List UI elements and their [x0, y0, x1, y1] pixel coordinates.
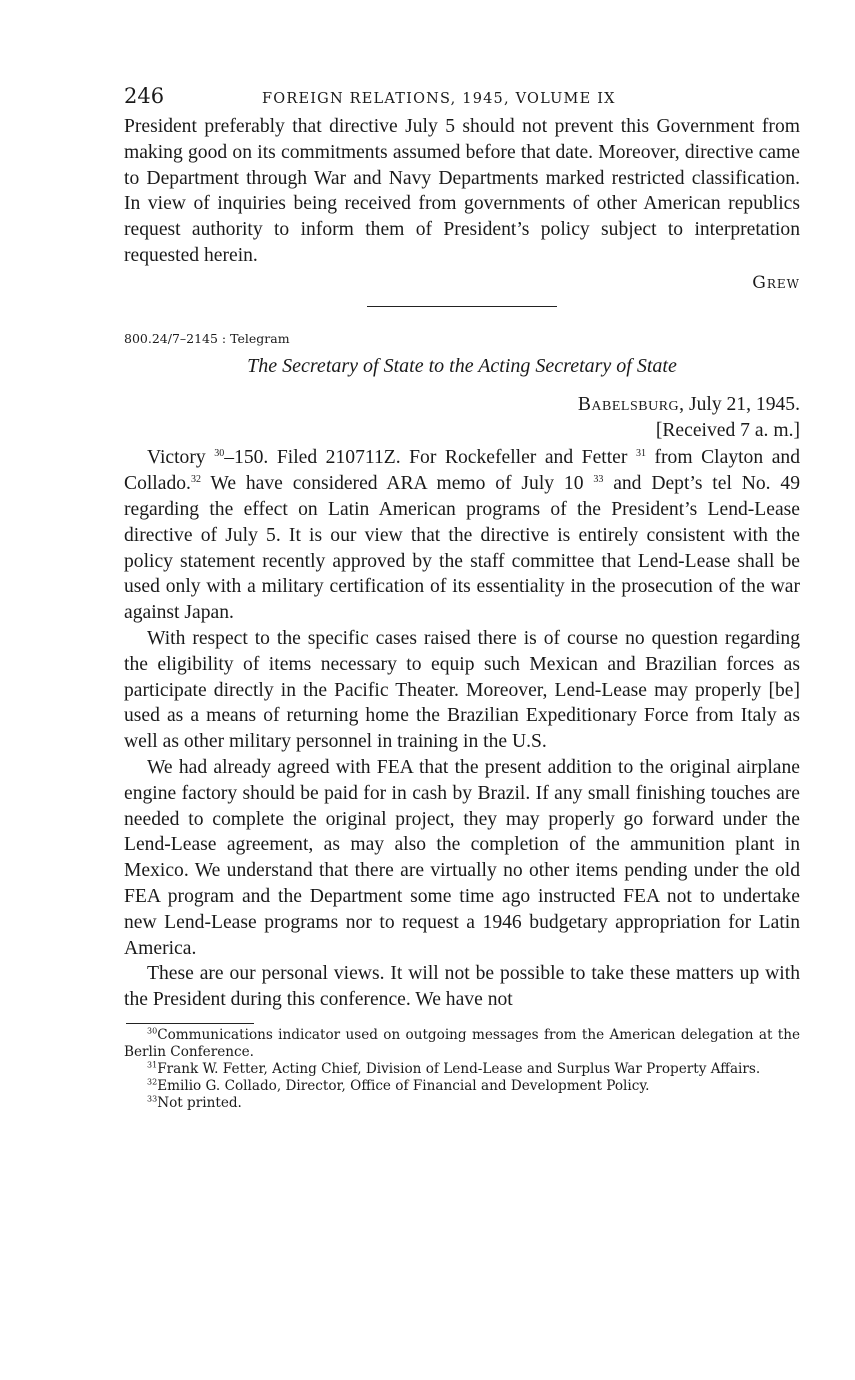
footnotes [124, 1027, 800, 1112]
footnote-mark: 30 [147, 1026, 158, 1036]
file-number: 800.24/7–2145 : Telegram [124, 330, 290, 346]
paragraph-2: With respect to the specific cases raised there is of course no question regarding the eligibility of items necessary to equip such Mexican and Brazilian forces as participate directly in the Pacific Theater. Moreover, Lend-Lease may properly [be] used as a means of returning home the Brazilian Expeditionary Force from Italy as well as other military personnel in training in the U.S. [124, 627, 800, 753]
footnote-text: Not printed. [157, 1094, 242, 1111]
dateline-date: , July 21, 1945. [679, 393, 800, 415]
dateline [124, 392, 800, 444]
footnote-text: Frank W. Fetter, Acting Chief, Division of Lend-Lease and Surplus War Property Affairs. [157, 1060, 761, 1077]
document-title: The Secretary of State to the Acting Secretary of State [247, 354, 677, 377]
p1-part-d: We have considered ARA memo of July 10 [200, 473, 584, 495]
footnote-text: Emilio G. Collado, Director, Office of Financial and Development Policy. [157, 1077, 650, 1094]
running-title: FOREIGN RELATIONS, 1945, VOLUME IX [262, 91, 616, 107]
section-divider [367, 306, 557, 307]
continuation-paragraph: President preferably that directive July 5 should not prevent this Government from making good on its commitments assumed before that date. Moreover, directive came to Department through War and Navy Departments marked restricted classification. In view of inquiries being received from governments of other American republics request authority to inform them of President’s policy subject to interpretation requested herein. [124, 116, 800, 266]
received-note: [Received 7 a. m.] [655, 419, 800, 441]
paragraph-1 [124, 445, 800, 626]
dateline-place-date [124, 392, 800, 418]
paragraph-4: These are our personal views. It will not be possible to take these matters up with the President during this conference. We have not [124, 963, 800, 1011]
footnote-ref-33[interactable]: 33 [593, 474, 604, 486]
footnote-divider [126, 1023, 254, 1024]
p1-part-c: from Clayton and Collado. [124, 447, 800, 495]
p1-part-b: –150. Filed 210711Z. For Rockefeller and Fetter [224, 447, 628, 469]
footnote-ref-32[interactable]: 32 [190, 474, 201, 486]
footnote-ref-31[interactable]: 31 [635, 448, 646, 460]
signature: Grew [752, 272, 800, 293]
footnote-ref-30[interactable]: 30 [214, 448, 225, 460]
p1-part-e: and Dept’s tel No. 49 regarding the effect on Latin American programs of the President’s Lend-Lease directive of July 5. It is our view that the directive is entirely consistent with the policy statement recently approved by the staff committee that Lend-Lease shall be used only with a military certification of its essentiality in the prosecution of the war against Japan. [124, 473, 800, 624]
footnote-text: Communications indicator used on outgoing messages from the American delegation at the Berlin Conference. [124, 1026, 800, 1060]
dateline-place: Babelsburg [577, 393, 680, 415]
footnote-30 [124, 1027, 800, 1061]
footnote-32 [124, 1078, 800, 1095]
p1-part-a: Victory [147, 447, 206, 469]
running-head [124, 84, 800, 114]
footnote-31 [124, 1061, 800, 1078]
footnote-mark: 33 [147, 1094, 158, 1104]
paragraph-3: We had already agreed with FEA that the present addition to the original airplane engine factory should be paid for in cash by Brazil. If any small finishing touches are needed to complete the original project, they may properly go forward under the Lend-Lease agreement, as may also the completion of the ammunition plant in Mexico. We understand that there are virtually no other items pending under the old FEA program and the Department some time ago instructed FEA not to undertake new Lend-Lease programs nor to request a 1946 budgetary appropriation for Latin America. [124, 756, 800, 959]
page-number: 246 [124, 84, 165, 108]
footnote-33 [124, 1095, 800, 1112]
footnote-mark: 31 [147, 1060, 158, 1070]
page [124, 84, 800, 1112]
footnote-mark: 32 [147, 1077, 158, 1087]
